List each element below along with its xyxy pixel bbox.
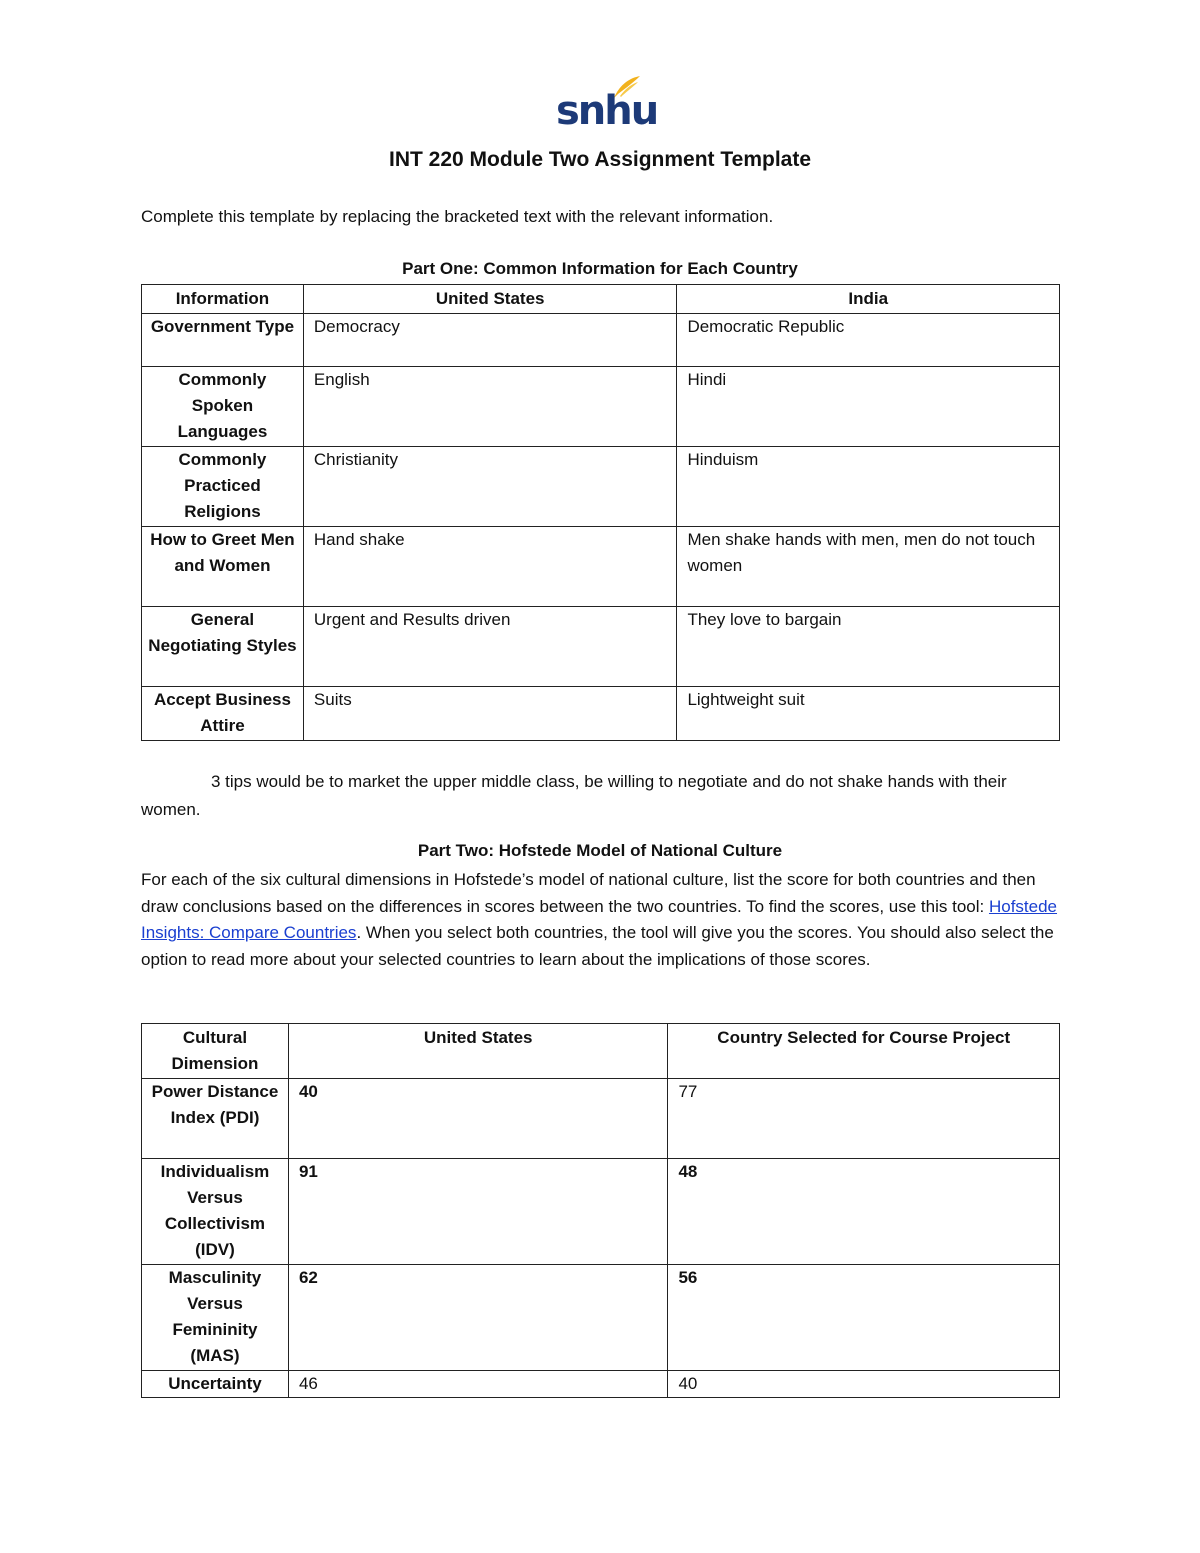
table-row [142, 1159, 1060, 1265]
project-country-score[interactable]: 56 [668, 1265, 1060, 1371]
header-united-states: United States [303, 285, 677, 314]
part-two-title: Part Two: Hofstede Model of National Culture [417, 841, 783, 860]
header-united-states: United States [288, 1024, 668, 1079]
india-value[interactable]: They love to bargain [677, 607, 1060, 687]
row-label: How to Greet Men and Women [142, 527, 304, 607]
india-value[interactable]: Hindi [677, 367, 1060, 447]
table-row [142, 447, 1060, 527]
us-value[interactable]: Suits [303, 687, 677, 741]
us-score[interactable]: 91 [288, 1159, 668, 1265]
snhu-logo [556, 74, 658, 134]
table-row [142, 1371, 1060, 1398]
part-two-table [141, 1023, 1060, 1398]
table-row [142, 367, 1060, 447]
us-value[interactable]: Christianity [303, 447, 677, 527]
dimension-label: Uncertainty [142, 1371, 289, 1398]
row-label: Accept Business Attire [142, 687, 304, 741]
table-header-row [142, 285, 1060, 314]
india-value[interactable]: Lightweight suit [677, 687, 1060, 741]
instructions-text-start: For each of the six cultural dimensions in Hofstede’s model of national culture, list the score for both countries and then draw conclusions based on the differences in scores between the two countries. To find the scores, use this tool: [141, 870, 1036, 916]
table-row [142, 687, 1060, 741]
india-value[interactable]: Men shake hands with men, men do not touch women [677, 527, 1060, 607]
us-score[interactable]: 62 [288, 1265, 668, 1371]
logo-wordmark: snhu [556, 88, 658, 134]
instructions-text-end: . When you select both countries, the tool will give you the scores. You should also select the option to read more about your selected countries to learn about the implications of those scores. [141, 923, 1054, 969]
us-score[interactable]: 46 [288, 1371, 668, 1398]
table-row [142, 1079, 1060, 1159]
row-label: Commonly Practiced Religions [142, 447, 304, 527]
project-country-score[interactable]: 77 [668, 1079, 1060, 1159]
us-score[interactable]: 40 [288, 1079, 668, 1159]
document-title: INT 220 Module Two Assignment Template [389, 148, 811, 171]
india-value[interactable]: Democratic Republic [677, 314, 1060, 367]
table-row [142, 1265, 1060, 1371]
part-one-table [141, 284, 1060, 741]
part-one-title: Part One: Common Information for Each Country [402, 259, 798, 278]
row-label: General Negotiating Styles [142, 607, 304, 687]
dimension-label: Individualism Versus Collectivism (IDV) [142, 1159, 289, 1265]
part-two-instructions [141, 867, 1061, 973]
india-value[interactable]: Hinduism [677, 447, 1060, 527]
us-value[interactable]: Urgent and Results driven [303, 607, 677, 687]
table-row [142, 607, 1060, 687]
header-course-project-country: Country Selected for Course Project [668, 1024, 1060, 1079]
hofstede-compare-link[interactable]: Hofstede Insights: Compare Countries [141, 896, 1058, 942]
header-information: Information [142, 285, 304, 314]
row-label: Commonly Spoken Languages [142, 367, 304, 447]
table-header-row [142, 1024, 1060, 1079]
table-row [142, 527, 1060, 607]
dimension-label: Power Distance Index (PDI) [142, 1079, 289, 1159]
project-country-score[interactable]: 48 [668, 1159, 1060, 1265]
project-country-score[interactable]: 40 [668, 1371, 1060, 1398]
us-value[interactable]: Democracy [303, 314, 677, 367]
tips-paragraph: 3 tips would be to market the upper middle class, be willing to negotiate and do not shake hands with their women. [141, 772, 1007, 819]
dimension-label: Masculinity Versus Femininity (MAS) [142, 1265, 289, 1371]
intro-text: Complete this template by replacing the bracketed text with the relevant information. [141, 207, 774, 226]
us-value[interactable]: Hand shake [303, 527, 677, 607]
header-cultural-dimension: Cultural Dimension [142, 1024, 289, 1079]
us-value[interactable]: English [303, 367, 677, 447]
row-label: Government Type [142, 314, 304, 367]
header-india: India [677, 285, 1060, 314]
table-row [142, 314, 1060, 367]
